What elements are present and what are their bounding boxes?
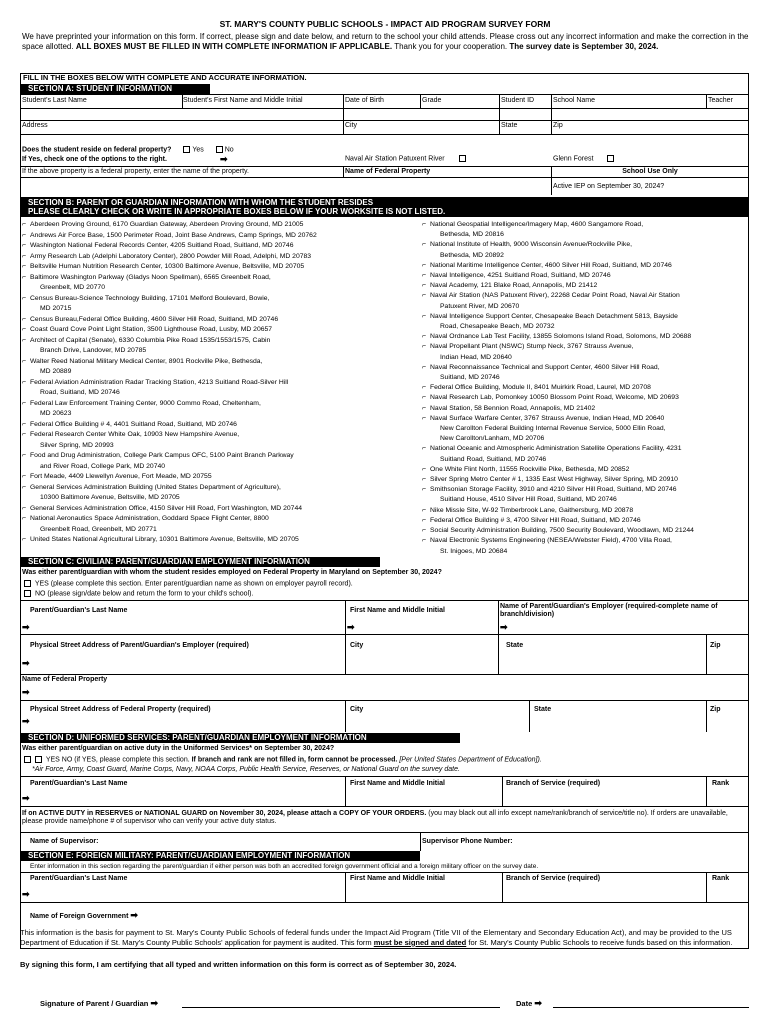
worksite-text: Naval Station, 58 Bennion Road, Annapolis, MD 21402: [430, 404, 596, 412]
c-phys-addr-label: Physical Street Address of Parent/Guardian's Employer (required): [30, 642, 249, 649]
worksite-item: [422, 547, 748, 557]
worksite-text: Naval Propellant Plant (NSWC) Stump Neck, 3767 Strauss Avenue,: [430, 343, 634, 351]
checkbox-icon[interactable]: ⌐: [22, 336, 26, 344]
reserves-note: If on ACTIVE DUTY in RESERVES or NATIONAL GUARD on November 30, 2024, please attach a COPY OF YOUR ORDERS. (you may black out all info except name/rank/branch of service/title no). If orders are unavailable, please provide name/phone # of supervisor who can verify your active duty status.: [22, 810, 728, 826]
form-title: ST. MARY'S COUNTY PUBLIC SCHOOLS - IMPACT AID PROGRAM SURVEY FORM: [219, 19, 551, 29]
section-e-note: Enter information in this section regarding the parent/guardian if either person was both an accredited foreign government official and a foreign military officer on the survey date.: [30, 863, 539, 870]
c-city2-label: City: [350, 706, 364, 713]
worksite-item: [22, 472, 432, 483]
worksite-item: [422, 536, 748, 546]
if-yes-label: If Yes, check one of the options to the right.: [22, 156, 167, 163]
e-first-name-label: First Name and Middle Initial: [350, 875, 445, 882]
worksite-item: [22, 535, 432, 546]
worksite-text: MD 20623: [40, 410, 72, 417]
worksite-item: [22, 525, 432, 536]
checkbox-icon[interactable]: ⌐: [422, 486, 426, 494]
worksite-item: [422, 526, 748, 536]
worksite-text: Bethesda, MD 20816: [440, 231, 504, 239]
worksite-item: [422, 230, 748, 240]
worksite-item: [422, 332, 748, 342]
section-d-footnote: *Air Force, Army, Coast Guard, Marine Corps, Navy, NOAA Corps, Public Health Service, Reserves, or National Guard on the survey date.: [32, 766, 460, 773]
intro-text: We have preprinted your information on this form. If correct, please sign and date below, and return to the school your child attends. Please cross out any incorrect information and make the correction in the space allotted. ALL BOXES MUST BE FILLED IN WITH COMPLETE INFORMATION IF APPLICABLE. Thank you for your cooperation. The survey date is September 30, 2024.: [22, 32, 749, 52]
c-state-label: State: [506, 642, 524, 649]
worksite-item: [422, 271, 748, 281]
worksite-item: [22, 220, 432, 231]
arrow-icon: ➡: [22, 658, 30, 668]
glenn-forest-checkbox[interactable]: [607, 155, 614, 162]
student-last-name-label: Student's Last Name: [22, 97, 87, 104]
student-first-name-label: Student's First Name and Middle Initial: [183, 97, 303, 104]
name-fed-prop-label: Name of Federal Property: [345, 168, 431, 175]
worksite-item: [422, 424, 748, 434]
arrow-icon: ➡: [22, 793, 30, 803]
arrow-icon: ➡: [22, 716, 30, 726]
worksite-text: Walter Reed National Military Medical Center, 8901 Rockville Pike, Bethesda,: [30, 357, 263, 365]
worksite-item: [22, 420, 432, 431]
checkbox-icon[interactable]: ⌐: [422, 282, 426, 290]
worksite-item: [22, 231, 432, 242]
worksite-text: Naval Reconnaissance Technical and Support Center, 4600 Silver Hill Road,: [430, 363, 660, 371]
worksite-text: National Maritime Intelligence Center, 4600 Silver Hill Road, Suitland, MD 20746: [430, 261, 672, 269]
e-last-name-label: Parent/Guardian's Last Name: [30, 875, 128, 882]
worksite-item: [422, 302, 748, 312]
worksite-item: [422, 455, 748, 465]
worksite-text: Army Research Lab (Adelphi Laboratory Center), 2800 Powder Mill Road, Adelphi, MD 20783: [30, 252, 312, 260]
checkbox-icon[interactable]: ⌐: [422, 537, 426, 545]
date-field[interactable]: [553, 1007, 749, 1008]
checkbox-icon[interactable]: ⌐: [22, 420, 26, 428]
checkbox-icon[interactable]: ⌐: [22, 263, 26, 270]
worksite-item: [22, 262, 432, 273]
worksite-item: [422, 342, 748, 352]
worksite-item: [422, 414, 748, 424]
worksite-text: Naval Ordnance Lab Test Facility, 13855 Solomons Island Road, Solomons, MD 20688: [430, 333, 692, 341]
d-first-name-label: First Name and Middle Initial: [350, 780, 445, 787]
checkbox-icon[interactable]: ⌐: [22, 252, 26, 260]
worksite-item: [22, 315, 432, 326]
worksite-text: Branch Drive, Landover, MD 20785: [40, 347, 147, 354]
checkbox-icon[interactable]: ⌐: [422, 384, 426, 392]
worksite-text: Smithsonian Storage Facility, 3910 and 4210 Silver Hill Road, Suitland, MD 20746: [430, 486, 677, 494]
checkbox-icon[interactable]: ⌐: [22, 294, 26, 302]
worksite-text: Census Bureau-Science Technology Building, 17101 Melford Boulevard, Bowie,: [30, 294, 270, 302]
worksite-item: [22, 304, 432, 315]
worksite-text: National Geospatial Intelligence/Imagery Map, 4600 Sangamore Road,: [430, 221, 644, 228]
worksite-item: [422, 475, 748, 485]
worksite-text: Indian Head, MD 20640: [440, 353, 512, 361]
checkbox-icon[interactable]: ⌐: [422, 404, 426, 412]
worksite-item: [422, 516, 748, 526]
naval-air-station-checkbox[interactable]: [459, 155, 466, 162]
worksite-item: [422, 404, 748, 414]
checkbox-icon[interactable]: ⌐: [22, 452, 26, 459]
worksite-item: [422, 291, 748, 301]
signature-label: Signature of Parent / Guardian ➡: [40, 998, 158, 1008]
worksite-item: [422, 312, 748, 322]
worksite-item: [22, 241, 432, 252]
worksite-text: Suitland Road, Suitland, MD 20746: [440, 455, 547, 463]
worksite-text: National Oceanic and Atmospheric Administration Satellite Operations Facility, 4231: [430, 445, 682, 453]
checkbox-icon[interactable]: ⌐: [22, 504, 26, 512]
federal-yes-checkbox[interactable]: [183, 146, 190, 153]
worksite-text: Naval Air Station (NAS Patuxent River), 22268 Cedar Point Road, Naval Air Station: [430, 292, 680, 300]
worksite-text: Federal Law Enforcement Training Center, 9000 Commo Road, Cheltenham,: [30, 399, 261, 407]
section-b-bar: SECTION B: PARENT OR GUARDIAN INFORMATION WITH WHOM THE STUDENT RESIDES PLEASE CLEARLY CHECK OR WRITE IN APPROPRIATE BOXES BELOW IF YOUR WORKSITE IS NOT LISTED.: [20, 197, 749, 217]
c-last-name-label: Parent/Guardian's Last Name: [30, 607, 128, 614]
civilian-no-checkbox[interactable]: [24, 590, 31, 597]
section-c-yes: YES (please complete this section. Enter parent/guardian name as shown on employer payroll record).: [22, 580, 353, 588]
checkbox-icon[interactable]: ⌐: [422, 343, 426, 351]
grade-label: Grade: [422, 97, 442, 104]
worksite-text: Federal Aviation Administration Radar Tracking Station, 4213 Suitland Road-Silver Hill: [30, 378, 289, 386]
worksite-text: National Aeronautics Space Administration, Goddard Space Flight Center, 8800: [30, 515, 269, 522]
worksite-text: General Services Administration Office, 4150 Silver Hill Road, Fort Washington, MD 20744: [30, 504, 302, 512]
worksite-item: [422, 251, 748, 261]
worksite-item: [22, 399, 432, 410]
checkbox-icon[interactable]: ⌐: [22, 242, 26, 249]
worksite-text: Road, Chesapeake Beach, MD 20732: [440, 323, 555, 331]
worksite-item: [22, 294, 432, 305]
arrow-icon: ➡: [22, 687, 30, 697]
checkbox-icon[interactable]: ⌐: [22, 473, 26, 480]
worksite-text: Naval Intelligence Support Center, Chesapeake Beach Detachment 5813, Bayside: [430, 312, 678, 320]
worksite-text: Naval Electronic Systems Engineering (NESEA/Webster Field), 4700 Villa Road,: [430, 537, 672, 545]
worksite-item: [22, 462, 432, 473]
checkbox-icon[interactable]: ⌐: [422, 261, 426, 269]
d-branch-label: Branch of Service (required): [506, 780, 601, 787]
worksite-item: [22, 378, 432, 389]
worksite-text: 10300 Baltimore Avenue, Beltsville, MD 20705: [40, 494, 180, 501]
worksite-item: [422, 506, 748, 516]
worksite-item: [422, 383, 748, 393]
worksite-text: Silver Spring, MD 20993: [40, 441, 114, 449]
checkbox-icon[interactable]: ⌐: [422, 221, 426, 228]
worksite-text: Greenbelt, MD 20770: [40, 284, 105, 291]
section-d-question: Was either parent/guardian on active duty in the Uniformed Services* on September 30, 2024?: [22, 745, 335, 752]
checkbox-icon[interactable]: ⌐: [422, 241, 426, 249]
worksite-text: New Carollton Federal Building Internal Revenue Service, 5000 Ellin Road,: [440, 425, 666, 433]
worksite-item: [22, 357, 432, 368]
worksite-text: MD 20889: [40, 368, 72, 375]
supervisor-phone-label: Supervisor Phone Number:: [422, 838, 513, 845]
uniformed-yes-checkbox[interactable]: [24, 756, 31, 763]
c-first-name-label: First Name and Middle Initial: [350, 607, 445, 614]
checkbox-icon[interactable]: ⌐: [422, 465, 426, 473]
worksite-item: [422, 465, 748, 475]
checkbox-icon[interactable]: ⌐: [422, 272, 426, 280]
checkbox-icon[interactable]: ⌐: [422, 292, 426, 300]
worksite-text: Beltsville Human Nutrition Research Center, 10300 Baltimore Avenue, Beltsville, MD 20705: [30, 263, 305, 270]
worksite-text: Food and Drug Administration, College Park Campus OFC, 5100 Paint Branch Parkway: [30, 452, 294, 459]
worksite-text: Suitland House, 4510 Silver Hill Road, Suitland, MD 20746: [440, 496, 617, 504]
worksite-item: [22, 367, 432, 378]
worksite-text: Patuxent River, MD 20670: [440, 302, 520, 310]
c-zip-label: Zip: [710, 642, 721, 649]
worksite-item: [22, 325, 432, 336]
checkbox-icon[interactable]: ⌐: [22, 515, 26, 522]
worksite-item: [22, 430, 432, 441]
worksite-item: [422, 495, 748, 505]
active-iep-label: Active IEP on September 30, 2024?: [553, 183, 665, 190]
worksite-text: New Carollton/Lanham, MD 20706: [440, 435, 545, 443]
checkbox-icon[interactable]: ⌐: [22, 221, 26, 228]
worksite-item: [422, 363, 748, 373]
worksite-text: National Institute of Health, 9000 Wisconsin Avenue/Rockville Pike,: [430, 241, 633, 249]
footer-paragraph: This information is the basis for payment to St. Mary's County Public Schools of federal funds under the Impact Aid Program (Title VII of the Elementary and Secondary Education Act), and may be provided to the US Department of Education if St. Mary's County Public Schools' application for payment is audited. This form must be signed and dated for St. Mary's County Public Schools to receive funds based on this information.: [20, 928, 733, 947]
worksite-text: Baltimore Washington Parkway (Gladys Noon Spellman), 6565 Greenbelt Road,: [30, 273, 271, 281]
worksite-text: Social Security Administration Building, 7500 Security Boulevard, Woodlawn, MD 21244: [430, 527, 694, 535]
worksite-item: [22, 504, 432, 515]
date-label: Date ➡: [516, 998, 542, 1008]
e-branch-label: Branch of Service (required): [506, 875, 601, 882]
e-rank-label: Rank: [712, 875, 730, 882]
worksite-text: United States National Agricultural Library, 10301 Baltimore Avenue, Beltsville, MD 20705: [30, 536, 299, 543]
checkbox-icon[interactable]: ⌐: [22, 231, 26, 239]
checkbox-icon[interactable]: ⌐: [22, 431, 26, 438]
worksite-list-left: [22, 220, 432, 546]
worksite-text: Federal Office Building # 3, 4700 Silver Hill Road, Suitland, MD 20746: [430, 516, 641, 524]
worksite-text: Census Bureau,Federal Office Building, 4600 Silver Hill Road, Suitland, MD 20746: [30, 315, 279, 323]
worksite-text: Andrews Air Force Base, 1500 Perimeter Road, Joint Base Andrews, Camp Springs, MD 20762: [30, 231, 317, 239]
worksite-text: Aberdeen Proving Ground, 6170 Guardian Gateway, Aberdeen Proving Ground, MD 21005: [30, 221, 304, 228]
naval-air-station-option: Naval Air Station Patuxent River: [345, 155, 468, 163]
glenn-forest-option: Glenn Forest: [553, 155, 616, 163]
city-label: City: [345, 122, 358, 129]
worksite-text: One White Flint North, 11555 Rockville Pike, Bethesda, MD 20852: [430, 465, 630, 473]
worksite-item: [422, 353, 748, 363]
section-d-yes-no: YES NO (if YES, please complete this section. If branch and rank are not filled in, form cannot be processed. [Per United States Department of Education]).: [22, 756, 542, 764]
c-employer-label: Name of Parent/Guardian's Employer (required-complete name of branch/division): [500, 603, 718, 619]
checkbox-icon[interactable]: ⌐: [422, 394, 426, 402]
checkbox-icon[interactable]: ⌐: [422, 506, 426, 514]
section-c-bar: SECTION C: CIVILIAN: PARENT/GUARDIAN EMPLOYMENT INFORMATION: [20, 557, 380, 567]
if-federal-label: If the above property is a federal property, enter the name of the property.: [22, 168, 249, 175]
checkbox-icon[interactable]: ⌐: [22, 273, 26, 281]
section-c-question: Was either parent/guardian with whom the student resides employed on Federal Property in Maryland on September 30, 2024?: [22, 569, 442, 576]
worksite-item: [422, 373, 748, 383]
worksite-text: Washington National Federal Records Center, 4205 Suitland Road, Suitland, MD 20746: [30, 242, 294, 249]
worksite-text: Coast Guard Cove Point Light Station, 3500 Lighthouse Road, Lusby, MD 20657: [30, 326, 273, 333]
checkbox-icon[interactable]: ⌐: [22, 536, 26, 543]
c-zip2-label: Zip: [710, 706, 721, 713]
d-last-name-label: Parent/Guardian's Last Name: [30, 780, 128, 787]
worksite-text: and River Road, College Park, MD 20740: [40, 462, 166, 470]
worksite-item: [22, 388, 432, 399]
federal-property-question: Does the student reside on federal property? Yes No: [22, 146, 234, 154]
worksite-item: [22, 409, 432, 420]
checkbox-icon[interactable]: ⌐: [22, 357, 26, 365]
worksite-item: [422, 444, 748, 454]
arrow-icon: ➡: [347, 622, 355, 632]
civilian-yes-checkbox[interactable]: [24, 580, 31, 587]
section-a-bar: SECTION A: STUDENT INFORMATION: [20, 84, 210, 94]
worksite-text: Federal Research Center White Oak, 10903 New Hampshire Avenue,: [30, 431, 240, 438]
address-label: Address: [22, 122, 48, 129]
worksite-item: [422, 220, 748, 230]
d-rank-label: Rank: [712, 780, 730, 787]
arrow-icon: ➡: [22, 622, 30, 632]
worksite-item: [22, 336, 432, 347]
section-e-bar: SECTION E: FOREIGN MILITARY: PARENT/GUARDIAN EMPLOYMENT INFORMATION: [20, 851, 420, 861]
section-d-bar: SECTION D: UNIFORMED SERVICES: PARENT/GUARDIAN EMPLOYMENT INFORMATION: [20, 733, 460, 743]
worksite-text: Federal Office Building # 4, 4401 Suitland Road, Suitland, MD 20746: [30, 420, 237, 428]
checkbox-icon[interactable]: ⌐: [22, 378, 26, 386]
school-use-label: School Use Only: [622, 168, 678, 175]
c-fed-prop-label: Name of Federal Property: [22, 676, 108, 683]
zip-label: Zip: [553, 122, 563, 129]
c-city-label: City: [350, 642, 364, 649]
c-fed-addr-label: Physical Street Address of Federal Property (required): [30, 706, 211, 713]
uniformed-no-checkbox[interactable]: [35, 756, 42, 763]
worksite-item: [422, 261, 748, 271]
checkbox-icon[interactable]: ⌐: [422, 414, 426, 422]
worksite-text: Suitland, MD 20746: [440, 374, 500, 382]
student-id-label: Student ID: [501, 97, 535, 104]
checkbox-icon[interactable]: ⌐: [22, 315, 26, 323]
teacher-label: Teacher: [708, 97, 733, 104]
supervisor-label: Name of Supervisor:: [30, 838, 99, 845]
worksite-item: [22, 451, 432, 462]
worksite-text: Greenbelt Road, Greenbelt, MD 20771: [40, 525, 157, 533]
worksite-item: [422, 281, 748, 291]
worksite-text: St. Inigoes, MD 20684: [440, 547, 508, 555]
worksite-text: Road, Suitland, MD 20746: [40, 389, 120, 396]
worksite-text: Naval Intelligence, 4251 Suitland Road, Suitland, MD 20746: [430, 272, 611, 280]
worksite-item: [422, 434, 748, 444]
checkbox-icon[interactable]: ⌐: [422, 363, 426, 371]
federal-no-checkbox[interactable]: [216, 146, 223, 153]
worksite-item: [22, 252, 432, 263]
school-name-label: School Name: [553, 97, 596, 104]
worksite-text: Silver Spring Metro Center # 1, 1335 East West Highway, Silver Spring, MD 20910: [430, 476, 678, 484]
checkbox-icon[interactable]: ⌐: [422, 516, 426, 524]
checkbox-icon[interactable]: ⌐: [422, 527, 426, 535]
fill-instruction: FILL IN THE BOXES BELOW WITH COMPLETE AND ACCURATE INFORMATION.: [23, 73, 307, 82]
c-state2-label: State: [534, 706, 552, 713]
worksite-text: MD 20715: [40, 305, 72, 312]
checkbox-icon[interactable]: ⌐: [422, 333, 426, 341]
worksite-item: [22, 273, 432, 284]
section-c-no: NO (please sign/date below and return the form to your child's school).: [22, 590, 253, 598]
worksite-item: [422, 485, 748, 495]
checkbox-icon[interactable]: ⌐: [422, 445, 426, 453]
worksite-item: [22, 514, 432, 525]
worksite-text: Nike Missle Site, W-92 Timberbrook Lane, Gaithersburg, MD 20878: [430, 506, 634, 514]
worksite-item: [22, 441, 432, 452]
worksite-text: Federal Office Building, Module II, 8401 Muirkirk Road, Laurel, MD 20708: [430, 384, 651, 392]
dob-label: Date of Birth: [345, 97, 384, 104]
signature-field[interactable]: [182, 1007, 500, 1008]
worksite-item: [22, 283, 432, 294]
worksite-text: Naval Academy, 121 Blake Road, Annapolis, MD 21412: [430, 282, 598, 290]
checkbox-icon[interactable]: ⌐: [22, 483, 26, 491]
worksite-text: Naval Surface Warfare Center, 3767 Strauss Avenue, Indian Head, MD 20640: [430, 414, 665, 422]
worksite-item: [22, 483, 432, 494]
worksite-text: Fort Meade, 4409 Llewellyn Avenue, Fort Meade, MD 20755: [30, 473, 212, 480]
arrow-icon: ➡: [220, 154, 228, 164]
worksite-text: Naval Research Lab, Pomonkey 10050 Blossom Point Road, Welcome, MD 20693: [430, 394, 679, 402]
foreign-gov-label: Name of Foreign Government ➡: [30, 910, 138, 920]
worksite-text: General Services Administration Building (United States Department of Agriculture),: [30, 483, 281, 491]
checkbox-icon[interactable]: ⌐: [22, 326, 26, 333]
checkbox-icon[interactable]: ⌐: [422, 476, 426, 484]
worksite-item: [22, 346, 432, 357]
worksite-item: [22, 493, 432, 504]
arrow-icon: ➡: [500, 622, 508, 632]
worksite-text: Bethesda, MD 20892: [440, 251, 504, 259]
certify-text: By signing this form, I am certifying that all typed and written information on this form is correct as of September 30, 2024.: [20, 960, 457, 969]
worksite-item: [422, 393, 748, 403]
state-label: State: [501, 122, 518, 129]
arrow-icon: ➡: [22, 889, 30, 899]
checkbox-icon[interactable]: ⌐: [422, 312, 426, 320]
worksite-text: Architect of Capital (Senate), 6330 Columbia Pike Road 1535/1553/1575, Cabin: [30, 336, 271, 344]
checkbox-icon[interactable]: ⌐: [22, 399, 26, 407]
worksite-item: [422, 240, 748, 250]
worksite-item: [422, 322, 748, 332]
worksite-list-right: [422, 220, 748, 557]
